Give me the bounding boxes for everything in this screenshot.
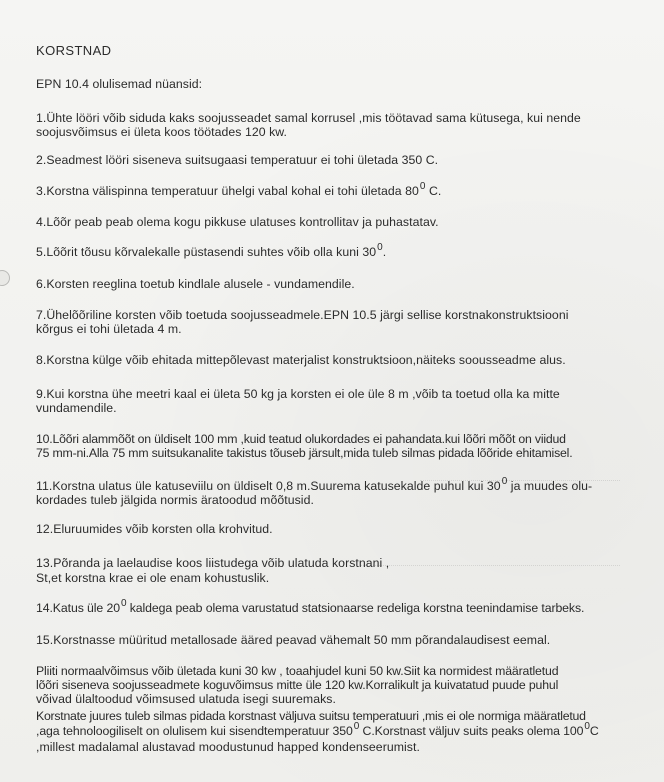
note-line-2: lõõri siseneva soojusseadmete koguvõimsus mitte üle 120 kw.Korralikult ja kuivatatud puude puhul bbox=[36, 678, 559, 692]
rule-14-text-start: 14.Katus üle 20 bbox=[36, 601, 120, 615]
note-line-1: Pliiti normaalvõimsus võib ületada kuni 30 kw , toaahjudel kuni 50 kw.Siit ka normidest määratletud bbox=[36, 664, 559, 678]
degree-mark: 0 bbox=[120, 598, 127, 609]
rule-8: 8.Korstna külge võib ehitada mittepõlevast materjalist konstruktsioon,näiteks soousseadme alus. bbox=[36, 353, 566, 367]
rule-10-line-2: 75 mm-ni.Alla 75 mm suitsukanalite takistus tõuseb järsult,mida tuleb silmas pidada lõõride ehitamisel. bbox=[36, 446, 573, 460]
rule-9-line-1: 9.Kui korstna ühe meetri kaal ei ületa 50 kg ja korsten ei ole üle 8 m ,võib ta toetud olla ka mitte bbox=[36, 387, 560, 401]
rule-3-unit: C. bbox=[429, 184, 442, 198]
rule-5-text: 5.Lõõrit tõusu kõrvalekalle püstasendi suhtes võib olla kuni 30 bbox=[36, 245, 377, 259]
rule-7-line-2: kõrgus ei tohi ületada 4 m. bbox=[36, 322, 182, 336]
degree-mark: 0 bbox=[501, 476, 508, 487]
degree-mark: 0 bbox=[419, 181, 426, 192]
bleed-through-line bbox=[360, 565, 620, 566]
note-line-5-start: ,aga tehnoloogiliselt on olulisem kui sisendtemperatuur 350 bbox=[36, 724, 353, 738]
rule-10-line-1: 10.Lõõri alammõõt on üldiselt 100 mm ,kuid teatud olukordades ei pahandata.kui lõõri mõõt on viidud bbox=[36, 432, 566, 446]
document-title: KORSTNAD bbox=[36, 43, 112, 58]
rule-14 bbox=[36, 598, 585, 617]
rule-12: 12.Eluruumides võib korsten olla krohvitud. bbox=[36, 522, 273, 536]
note-line-3: võivad ülaltoodud võimsused ulatuda isegi suuremaks. bbox=[36, 692, 336, 706]
note-line-5-unit: C bbox=[589, 724, 599, 738]
note-line-6: ,millest madalamal alustavad moodustunud happed kondenseerumist. bbox=[36, 740, 420, 754]
rule-9-line-2: vundamendile. bbox=[36, 401, 117, 415]
rule-1-line-2: soojusvõimsus ei ületa koos töötades 120 kw. bbox=[36, 125, 288, 139]
rule-7-line-1: 7.Ühelõõriline korsten võib toetuda soojusseadmele.EPN 10.5 järgi sellise korstnakonstruktsiooni bbox=[36, 308, 569, 322]
rule-6: 6.Korsten reeglina toetub kindlale alusele - vundamendile. bbox=[36, 277, 355, 291]
rule-11-text: 11.Korstna ulatus üle katuseviilu on üldiselt 0,8 m.Suurema katusekalde puhul kui 30 bbox=[36, 479, 501, 493]
rule-2: 2.Seadmest lööri siseneva suitsugaasi temperatuur ei tohi ületada 350 C. bbox=[36, 153, 439, 167]
note-line-5-middle: C.Korstnast väljuv suits peaks olema 100 bbox=[359, 724, 584, 738]
rule-1-line-1: 1.Ühte lööri võib siduda kaks soojusseadet samal korrusel ,mis töötavad sama kütusega, kui nende bbox=[36, 111, 581, 125]
note-line-5 bbox=[36, 721, 599, 740]
degree-mark: 0 bbox=[353, 721, 360, 732]
rule-11-line-2: kordades tuleb jälgida normis äratoodud mõõtusid. bbox=[36, 493, 314, 507]
rule-4: 4.Lõõr peab peab olema kogu pikkuse ulatuses kontrollitav ja puhastatav. bbox=[36, 215, 439, 229]
rule-5: 5.Lõõrit tõusu kõrvalekalle püstasendi suhtes võib olla kuni $30^0$. bbox=[36, 242, 387, 259]
document-subtitle: EPN 10.4 olulisemad nüansid: bbox=[36, 77, 203, 91]
punch-hole bbox=[0, 270, 10, 286]
rule-14-text-end: kaldega peab olema varustatud statsionaarse redeliga korstna teenindamise tarbeks. bbox=[126, 601, 585, 615]
rule-15: 15.Korstnasse müüritud metallosade ääred peavad vähemalt 50 mm põrandalaudisest eemal. bbox=[36, 633, 551, 647]
rule-3-text: 3.Korstna välispinna temperatuur ühelgi vabal kohal ei tohi ületada 80 bbox=[36, 184, 419, 198]
rule-13-line-2: St,et korstna krae ei ole enam kohustuslik. bbox=[36, 571, 270, 585]
rule-11-tail: ja muudes olu- bbox=[507, 479, 593, 493]
rule-3 bbox=[36, 181, 442, 200]
note-line-4: Korstnate juures tuleb silmas pidada korstnast väljuva suitsu temperatuuri ,mis ei ole normiga määratletud bbox=[36, 709, 586, 723]
degree-mark: 0 bbox=[377, 242, 383, 253]
rule-13-line-1: 13.Põranda ja laelaudise koos liistudega võib ulatuda korstnani , bbox=[36, 556, 390, 570]
degree-mark: 0 bbox=[584, 721, 590, 732]
